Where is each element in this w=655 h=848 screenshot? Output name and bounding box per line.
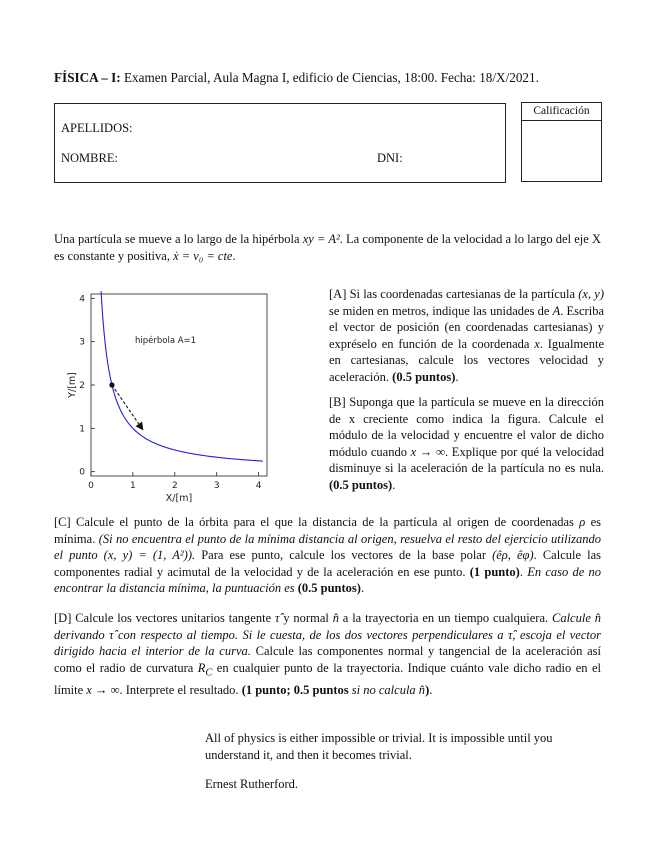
intro-math-velocity: ẋ = v₀ = cte <box>173 248 233 263</box>
part-a-text: [A] Si las coordenadas cartesianas de la partícula <box>329 287 579 301</box>
part-c-text: . Calcule las componentes radial y acimutal de la velocidad y de la aceleración en ese punto. <box>54 548 601 579</box>
x-tick-label: 0 <box>88 481 94 491</box>
exam-details: Examen Parcial, Aula Magna I, edificio de Ciencias, 18:00. Fecha: 18/X/2021. <box>123 70 539 85</box>
part-c-math: (x, y) = (1, A²) <box>103 548 188 563</box>
part-d-math: τ̂ <box>274 611 280 625</box>
hyperbola-curve <box>101 291 263 461</box>
part-c-italic: (Si no encuentra el punto de la mínima distancia al origen, resuelva el resto del ejercicio utilizando el punto <box>54 531 601 563</box>
part-b-paragraph <box>329 394 604 494</box>
part-c-paragraph <box>54 514 601 597</box>
y-tick-label: 3 <box>79 337 85 348</box>
y-axis-label: Y/[m] <box>67 372 78 398</box>
part-c-text: . <box>519 564 528 579</box>
surnames-label: APELLIDOS: <box>61 121 133 135</box>
y-tick-label: 1 <box>79 424 85 435</box>
part-c-text: . <box>360 581 365 596</box>
part-c-points: (1 punto) <box>469 564 520 579</box>
part-b-points: (0.5 puntos) <box>329 477 393 492</box>
quote-author: Ernest Rutherford. <box>205 777 299 791</box>
y-tick-label: 2 <box>79 381 85 391</box>
part-d-text: en cualquier punto de la trayectoria. Indique cuánto vale dicho radio en el límite <box>54 660 602 697</box>
part-d-math: R <box>197 660 206 675</box>
part-c-italic: En caso de no encontrar la distancia mínima, la puntuación es <box>54 564 602 596</box>
part-c-italic: ). <box>187 548 196 563</box>
id-label: DNI: <box>377 151 403 165</box>
name-label: NOMBRE: <box>61 151 118 165</box>
part-d-italic: Calcule n̂ derivando τ̂ con respecto al tiempo. Si le cuesta, de los dos vectores perpendiculares a τ̂, escoja el vector dirigido hacia el interior de la curva. <box>54 611 601 659</box>
part-d-text: y normal <box>279 611 333 625</box>
part-a-text: . Escriba el vector de posición (en coordenadas cartesianas) y expréselo en función de la coordenada <box>329 303 604 351</box>
intro-text: . <box>232 248 236 263</box>
part-b-text: [B] Suponga que la partícula se mueve en la dirección de x creciente como indica la figura. Calcule el módulo de la velocidad y encuentre el valor de dicho módulo cuando <box>329 395 604 459</box>
curve-annotation: hipérbola A=1 <box>135 336 197 346</box>
axis-ticks <box>79 294 261 491</box>
part-a-points: (0.5 puntos) <box>392 369 456 384</box>
part-d-math-sub: C <box>205 667 213 679</box>
y-tick-label: 4 <box>79 294 85 305</box>
part-d-math: x → ∞ <box>86 682 120 697</box>
hyperbola-figure <box>66 284 276 506</box>
part-a-text: se miden en metros, indique las unidades de <box>329 303 553 318</box>
part-d-points: (1 punto; 0.5 puntos <box>241 682 349 697</box>
part-c-text: [C] Calcule el punto de la órbita para el que la distancia de la partícula al origen de coordenadas <box>54 515 580 529</box>
part-c-math: (êρ, êφ) <box>492 548 534 563</box>
part-b-text: . <box>392 477 396 492</box>
part-a-text: . Igualmente en cartesianas, calcule los vectores velocidad y aceleración. <box>329 336 604 384</box>
intro-text: . La componente de la velocidad a lo largo del eje X es constante y positiva, <box>54 232 601 263</box>
quote-text: All of physics is either impossible or trivial. It is impossible until you understand it, and then it becomes trivial. <box>205 731 553 762</box>
exam-header <box>54 70 539 86</box>
grade-box <box>521 102 602 182</box>
y-tick-label: 0 <box>79 467 85 478</box>
part-a-math: x <box>534 336 540 351</box>
part-d-text: Calcule las componentes normal y tangencial de la aceleración así como el radio de curvatura <box>54 644 601 675</box>
intro-math-hyperbola: xy = A² <box>302 232 340 246</box>
part-a-paragraph <box>329 286 604 386</box>
part-d-text: [D] Calcule los vectores unitarios tangente <box>54 611 275 625</box>
grade-label: Calificación <box>522 103 601 121</box>
x-tick-label: 4 <box>255 481 262 491</box>
part-d-text: a la trayectoria en un tiempo cualquiera. <box>338 611 552 625</box>
part-d-text: . Interprete el resultado. <box>119 682 242 697</box>
part-c-text: Para ese punto, calcule los vectores de la base polar <box>195 548 493 563</box>
part-a-math: A <box>552 303 561 318</box>
part-d-paragraph <box>54 610 601 698</box>
particle-point <box>109 382 114 387</box>
part-c-math: ρ <box>579 515 586 529</box>
part-d-italic: si no calcula n̂ <box>348 682 426 697</box>
part-a-math: (x, y) <box>578 287 604 301</box>
x-axis-label: X/[m] <box>165 493 193 504</box>
direction-arrow-head <box>136 422 144 431</box>
course-title: FÍSICA – I: <box>54 70 121 85</box>
intro-paragraph <box>54 231 601 264</box>
part-c-text: es mínima. <box>54 515 601 546</box>
x-tick-label: 1 <box>130 481 136 491</box>
part-b-text: . Explique por qué la velocidad disminuye si la aceleración de la partícula no es nula. <box>329 444 604 476</box>
part-b-math: x → ∞ <box>410 444 445 459</box>
part-d-points: ) <box>425 682 430 697</box>
part-d-math: n̂ <box>332 611 339 625</box>
intro-text: Una partícula se mueve a lo largo de la hipérbola <box>54 232 303 246</box>
x-tick-label: 2 <box>171 481 178 491</box>
part-c-points: (0.5 puntos) <box>297 581 361 596</box>
student-info-box <box>54 103 506 183</box>
x-tick-label: 3 <box>213 481 220 491</box>
plot-frame <box>91 294 267 476</box>
part-d-text: . <box>429 682 433 697</box>
part-a-text: . <box>455 369 459 384</box>
